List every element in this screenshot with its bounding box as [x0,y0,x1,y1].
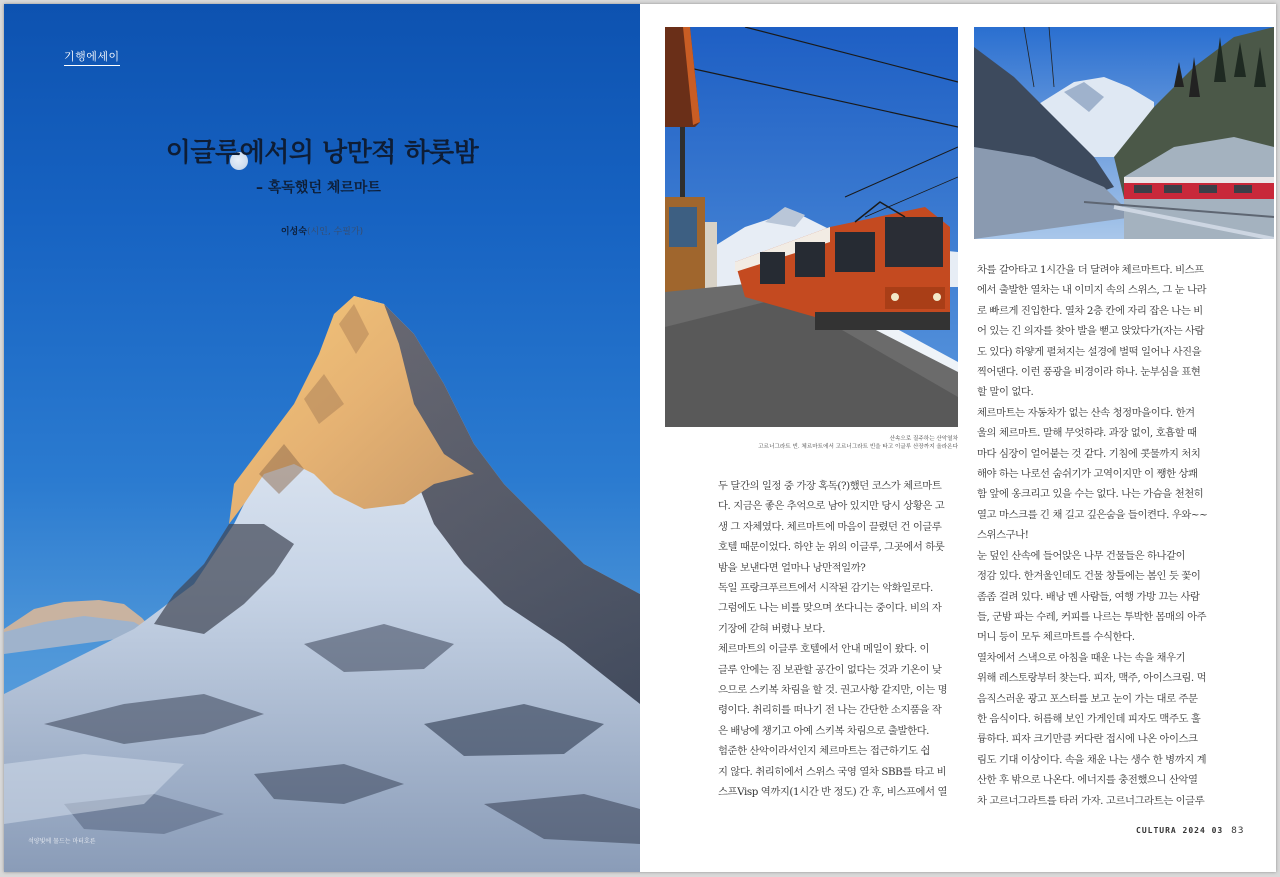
article-title: 이글루에서의 낭만적 하룻밤 [165,138,479,168]
body-line: 체르마트는 자동차가 없는 산속 청정마을이다. 한겨 [977,406,1195,419]
body-line: 울의 체르마트. 말해 무엇하랴. 과장 없이, 호흡할 때 [977,427,1197,440]
magazine-spread [4,4,1276,872]
body-line: 기장에 갇혀 버렸나 보다. [718,622,825,635]
author-byline [4,224,640,237]
body-line: 위해 레스토랑부터 찾는다. 피자, 맥주, 아이스크림. 먹 [977,672,1207,685]
body-line: 호텔 때문이었다. 하얀 눈 위의 이글루, 그곳에서 하룻 [718,541,945,554]
author-role: (시인, 수필가) [306,227,364,237]
photo-caption-line2: 고르너그라트 빈. 체르마트에서 고르너그라트 빈을 타고 이글루 산장까지 올라온다 [758,444,958,450]
section-label: 기행에세이 [64,48,120,66]
train-station-illustration [665,27,958,427]
body-line: 도 있다) 하얗게 펼쳐지는 설경에 벌떡 일어나 사진을 [977,345,1202,358]
body-line: 두 달간의 일정 중 가장 혹독(?)했던 코스가 체르마트 [718,480,942,492]
body-line: 령이다. 취리히를 떠나기 전 나는 간단한 소지품을 작 [718,704,942,717]
body-column-2 [977,260,1217,811]
body-line: 스위스구나! [977,529,1029,542]
body-line: 어 있는 긴 의자를 찾아 발을 뻗고 앉았다가(자는 사람 [977,325,1205,338]
body-line: 그럼에도 나는 비를 맞으며 쏘다니는 중이다. 비의 자 [718,602,942,615]
body-line: 정감 있다. 한겨울인데도 건물 창틀에는 봄인 듯 꽃이 [977,570,1201,583]
right-page [640,4,1276,872]
body-line: 차 고르너그라트를 타러 가자. 고르너그라트는 이글루 [977,794,1205,807]
train-station-photo [665,27,958,427]
body-line: 해야 하는 나로선 숨쉬기가 고역이지만 이 쨍한 상쾌 [977,468,1198,481]
body-line: 밤을 보낸다면 얼마나 낭만적일까? [718,561,866,574]
body-line: 들, 군밤 파는 수레, 커피를 나르는 투박한 몸매의 아주 [977,610,1207,623]
valley-train-photo [974,27,1274,239]
body-line: 스프Visp 역까지(1시간 반 정도) 간 후, 비스프에서 열 [718,786,948,799]
article-subtitle: – 혹독했던 체르마트 [256,180,381,196]
body-line: 독일 프랑크푸르트에서 시작된 감기는 악화일로다. [718,582,933,595]
body-line: 마다 심장이 얼어붙는 것 같다. 기침에 콧물까지 처치 [977,447,1201,460]
body-line: 산한 후 밖으로 나온다. 에너지를 충전했으니 산악열 [977,774,1198,787]
valley-train-illustration [974,27,1274,239]
body-line: 열고 마스크를 긴 채 길고 깊은숨을 들이켠다. 우와~~ [977,508,1208,521]
body-line: 은 배낭에 챙기고 아예 스키복 차림으로 출발한다. [718,724,930,737]
photo-caption-line1: 산속으로 질주하는 산악열차 [889,436,958,442]
body-column-1 [718,476,958,803]
body-line: 로 빠르게 진입한다. 열차 2층 칸에 자리 잡은 나는 비 [977,304,1203,317]
body-line: 다. 지금은 좋은 추억으로 남아 있지만 당시 상황은 고 [718,500,945,513]
page-number: 83 [1231,826,1245,836]
body-line: 체르마트의 이글루 호텔에서 안내 메일이 왔다. 이 [718,643,930,656]
body-line: 륭하다. 피자 크기만큼 커다란 접시에 나온 아이스크 [977,733,1198,746]
left-page [4,4,640,872]
page-folio [1136,826,1245,836]
body-line: 할 말이 없다. [977,386,1034,399]
body-line: 머니 등이 모두 체르마트를 수식한다. [977,631,1135,644]
body-line: 에서 출발한 열차는 내 이미지 속의 스위스, 그 눈 나라 [977,284,1207,297]
body-line: 지 않다. 취리히에서 스위스 국영 열차 SBB를 타고 비 [718,765,947,778]
author-name: 이성숙 [280,227,307,237]
photo-caption-right [665,435,958,451]
body-line: 열차에서 스낵으로 아침을 때운 나는 속을 채우기 [977,651,1186,664]
body-line: 차를 갈아타고 1시간을 더 달려야 체르마트다. 비스프 [977,264,1204,276]
body-line: 음직스러운 광고 포스터를 보고 눈이 가는 대로 주문 [977,692,1198,705]
body-line: 눈 덮인 산속에 들어앉은 나무 건물들은 하나같이 [977,549,1186,562]
body-line: 험준한 산악이라서인지 체르마트는 접근하기도 쉽 [718,745,930,758]
body-line: 한 음식이다. 허름해 보인 가게인데 피자도 맥주도 훌 [977,712,1201,725]
body-line: 림도 기대 이상이다. 속을 채운 나는 생수 한 병까지 계 [977,753,1207,766]
body-line: 생 그 자체였다. 체르마트에 마음이 끌렸던 건 이글루 [718,520,942,533]
body-line: 찍어댄다. 이런 풍광을 비경이라 하나. 눈부심을 표현 [977,366,1201,379]
folio-text: CULTURA 2024 03 [1136,826,1224,835]
body-line: 좀좀 걸려 있다. 배낭 멘 사람들, 여행 가방 끄는 사람 [977,590,1200,603]
body-line: 으므로 스키복 차림을 할 것. 권고사항 같지만, 이는 명 [718,684,948,697]
body-line: 글루 안에는 짐 보관할 공간이 없다는 것과 기온이 낮 [718,663,942,676]
photo-caption-left: 석양빛에 물드는 마터호른 [28,838,96,845]
body-line: 함 앞에 옹크리고 있을 수는 없다. 나는 가슴을 천천히 [977,488,1204,501]
